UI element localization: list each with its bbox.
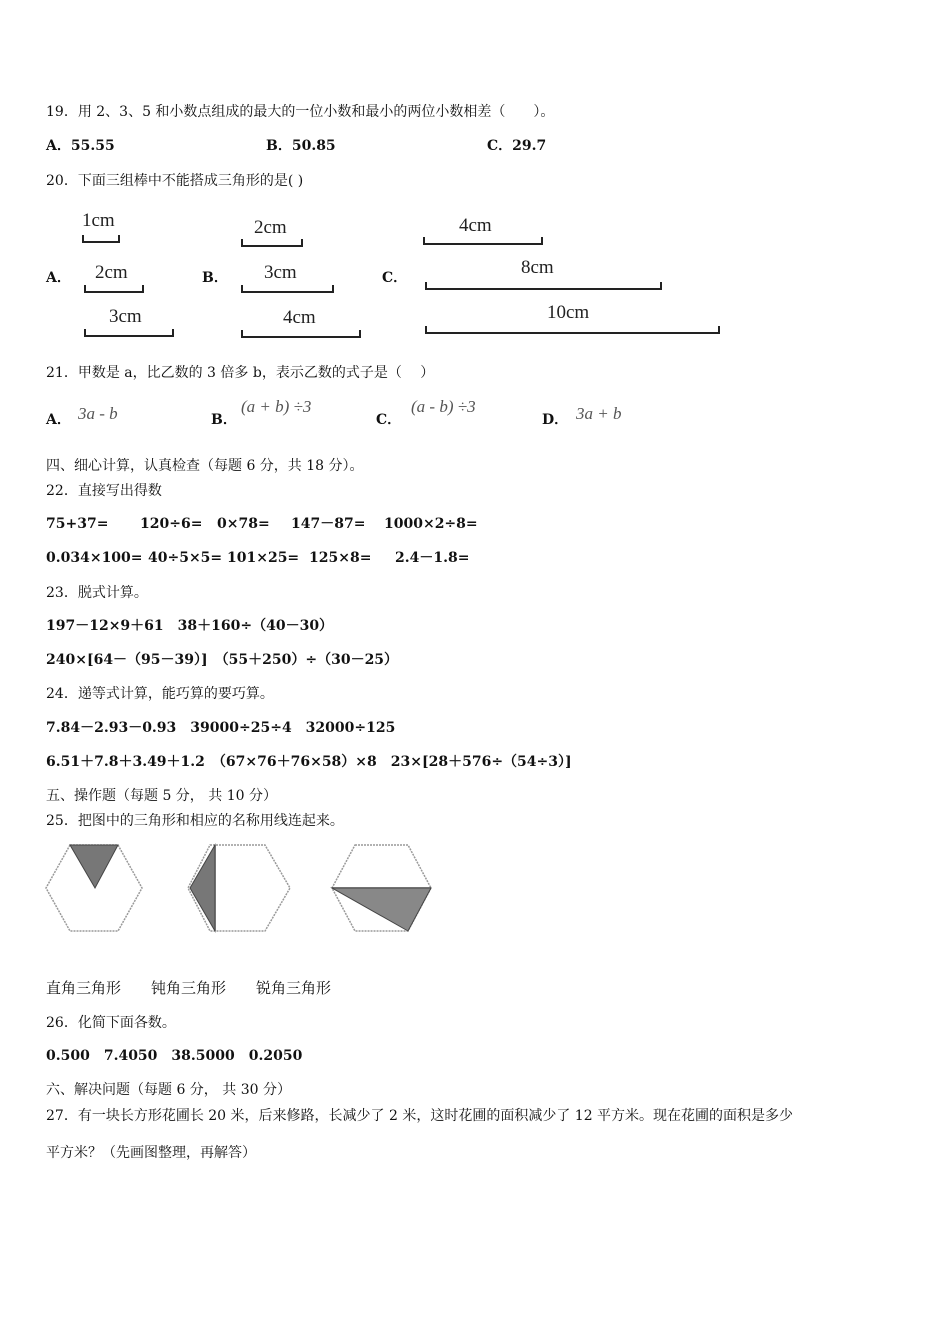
q21-option-b-label: B． xyxy=(211,412,237,428)
q22-r2-c1: 0.034×100= xyxy=(46,550,143,566)
q22-r1-c4: 147－87= xyxy=(291,516,366,532)
stick-c1-label: 4cm xyxy=(459,215,492,236)
q21-option-c-label: C． xyxy=(376,412,402,428)
stick-a1-label: 1cm xyxy=(82,210,115,231)
hexagon-1 xyxy=(46,845,142,931)
q22-r1-c1: 75+37= xyxy=(46,516,109,532)
q24-question: 24．递等式计算，能巧算的要巧算。 xyxy=(46,686,274,702)
q21-option-a-label: A． xyxy=(46,412,71,428)
q22-r2-c4: 125×8= xyxy=(309,550,372,566)
q19-option-a: A．55.55 xyxy=(46,138,115,154)
stick-c3-label: 10cm xyxy=(547,302,590,323)
q22-r2-c2: 40÷5×5= xyxy=(148,550,223,566)
q23-row2: 240×[64－（95－39）] （55＋250）÷（30－25） xyxy=(46,652,399,668)
stick-a3-label: 3cm xyxy=(109,306,142,327)
stick-c2 xyxy=(425,282,662,290)
stick-a2 xyxy=(84,285,144,293)
stick-a2-label: 2cm xyxy=(95,262,128,283)
hexagon-2 xyxy=(188,845,290,931)
stick-b2-label: 3cm xyxy=(264,262,297,283)
q19-option-b: B．50.85 xyxy=(266,138,336,154)
q22-r1-c5: 1000×2÷8= xyxy=(384,516,478,532)
section4-title: 四、细心计算，认真检查（每题 6 分，共 18 分）。 xyxy=(46,458,364,474)
q22-question: 22．直接写出得数 xyxy=(46,483,162,499)
q22-r1-c2: 120÷6= xyxy=(140,516,203,532)
section5-title: 五、操作题（每题 5 分， 共 10 分） xyxy=(46,788,277,804)
acute-triangle xyxy=(70,845,118,888)
q20-option-c-label: C． xyxy=(382,270,408,286)
stick-c3 xyxy=(425,326,720,334)
q21-formula-c: (a - b) ÷3 xyxy=(411,397,476,416)
stick-b1 xyxy=(241,239,303,247)
q21-option-d-label: D． xyxy=(542,412,569,428)
q20-option-b-label: B． xyxy=(202,270,228,286)
right-triangle xyxy=(190,845,215,931)
q26-question: 26．化简下面各数。 xyxy=(46,1015,176,1031)
stick-b3 xyxy=(241,330,361,338)
obtuse-triangle xyxy=(332,888,431,931)
stick-a3 xyxy=(84,329,174,337)
q20-option-a-label: A． xyxy=(46,270,71,286)
q27-line2: 平方米？（先画图整理，再解答） xyxy=(46,1145,256,1161)
hexagon-3 xyxy=(332,845,431,931)
q21-formula-d: 3a + b xyxy=(576,404,622,423)
q19-question: 19．用 2、3、5 和小数点组成的最大的一位小数和最小的两位小数相差（ ）。 xyxy=(46,104,555,120)
stick-b2 xyxy=(241,285,334,293)
q19-option-c: C．29.7 xyxy=(487,138,547,154)
q24-row1: 7.84－2.93－0.93 39000÷25÷4 32000÷125 xyxy=(46,720,396,736)
q22-r1-c3: 0×78= xyxy=(217,516,270,532)
stick-b3-label: 4cm xyxy=(283,307,316,328)
stick-a1 xyxy=(82,235,120,243)
q27-line1: 27．有一块长方形花圃长 20 米，后来修路，长减少了 2 米，这时花圃的面积减少了 12 平方米。现在花圃的面积是多少 xyxy=(46,1108,794,1124)
q23-question: 23．脱式计算。 xyxy=(46,585,148,601)
q22-r2-c3: 101×25= xyxy=(227,550,300,566)
stick-b1-label: 2cm xyxy=(254,217,287,238)
stick-c2-label: 8cm xyxy=(521,257,554,278)
q23-row1: 197－12×9＋61 38＋160÷（40－30） xyxy=(46,618,334,634)
q26-row: 0.500 7.4050 38.5000 0.2050 xyxy=(46,1048,303,1064)
q21-formula-a: 3a - b xyxy=(78,404,118,423)
q22-r2-c5: 2.4－1.8= xyxy=(395,550,470,566)
q21-formula-b: (a + b) ÷3 xyxy=(241,397,312,416)
q21-question: 21．甲数是 a，比乙数的 3 倍多 b，表示乙数的式子是（ ） xyxy=(46,365,435,381)
section6-title: 六、解决问题（每题 6 分， 共 30 分） xyxy=(46,1082,291,1098)
q25-hexagon-figures xyxy=(40,840,460,940)
q24-row2: 6.51＋7.8＋3.49＋1.2 （67×76＋76×58）×8 23×[28＋576÷（54÷3）] xyxy=(46,754,572,770)
stick-c1 xyxy=(423,237,543,245)
q25-question: 25．把图中的三角形和相应的名称用线连起来。 xyxy=(46,813,344,829)
q25-names: 直角三角形 钝角三角形 锐角三角形 xyxy=(46,979,332,997)
q20-question: 20．下面三组棒中不能搭成三角形的是( ) xyxy=(46,173,304,189)
